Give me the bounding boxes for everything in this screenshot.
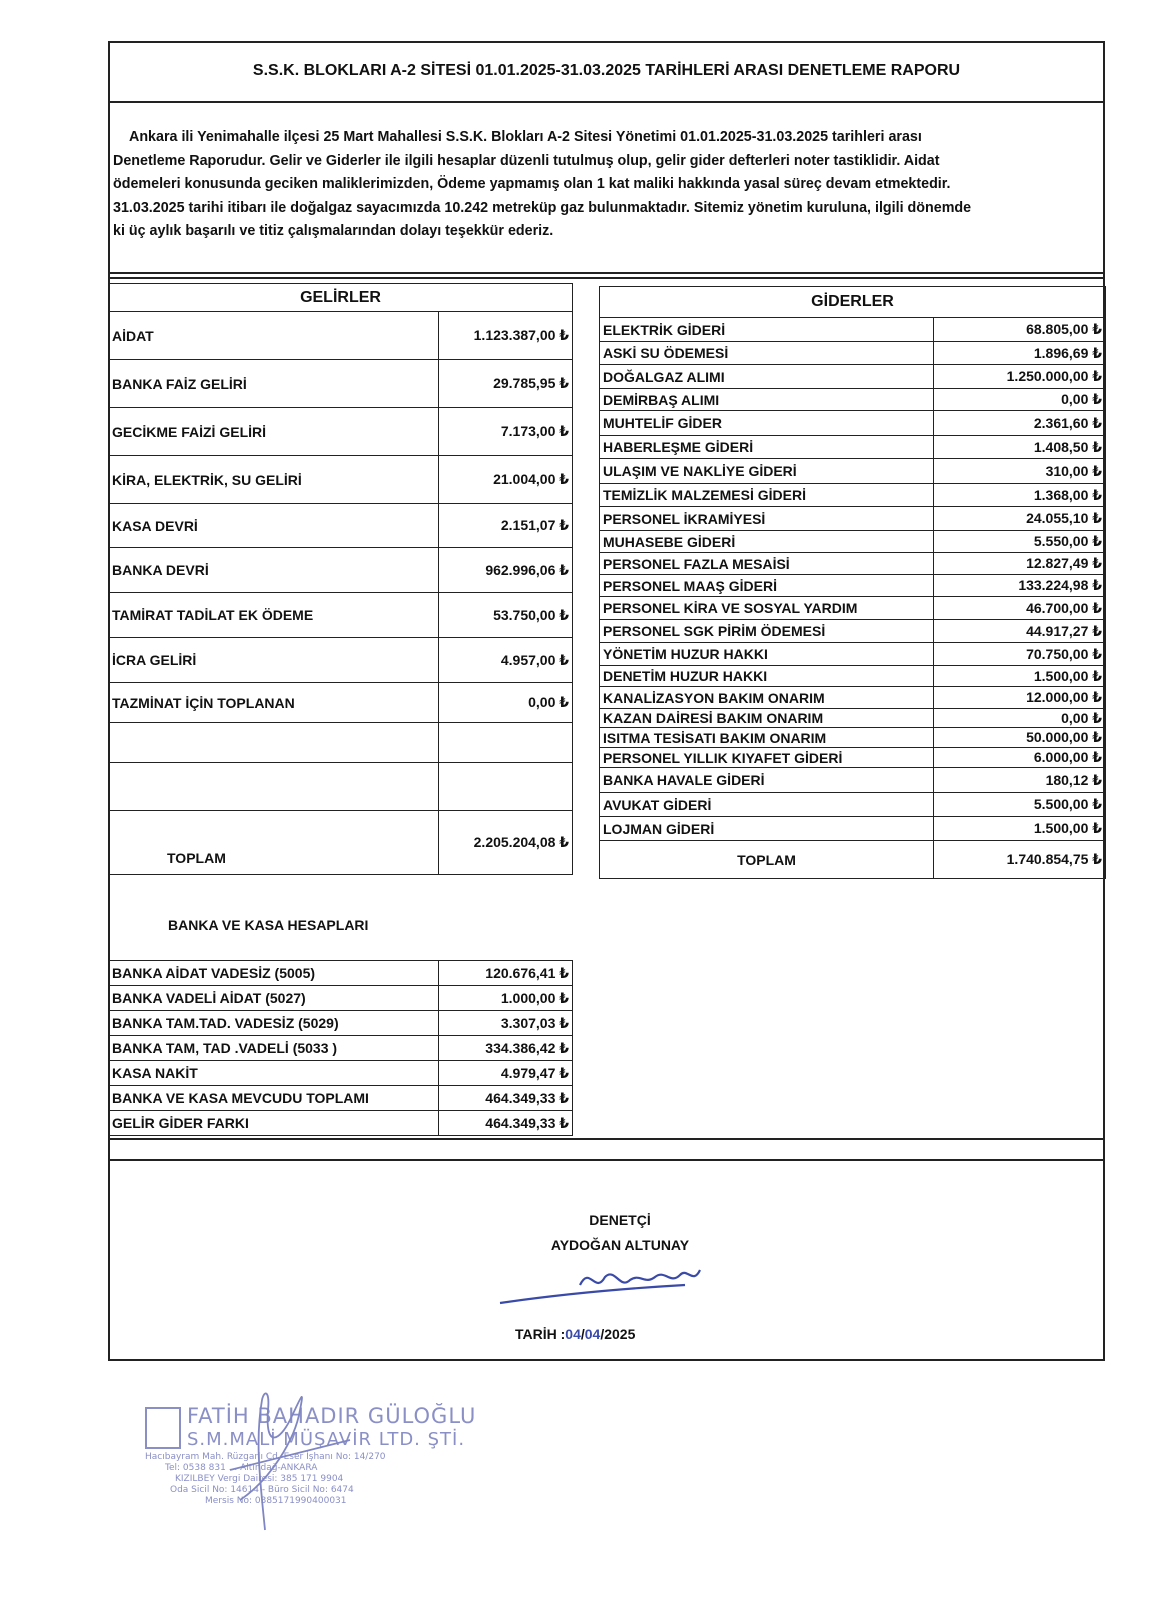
giderler-table — [599, 286, 1106, 879]
gider-row-value: 133.224,98 ₺ — [934, 575, 1106, 597]
gider-row-label: MUHASEBE GİDERİ — [600, 531, 934, 553]
gider-row-value: 46.700,00 ₺ — [934, 597, 1106, 620]
gider-row-value: 1.368,00 ₺ — [934, 484, 1106, 507]
gider-row — [600, 643, 1106, 666]
gider-row — [600, 575, 1106, 597]
gider-row-label: PERSONEL MAAŞ GİDERİ — [600, 575, 934, 597]
section-divider — [108, 277, 1105, 279]
gider-row — [600, 459, 1106, 484]
gelir-row-value: 4.957,00 ₺ — [439, 638, 573, 683]
gelir-row-label: TAMİRAT TADİLAT EK ÖDEME — [109, 593, 439, 638]
gider-row — [600, 436, 1106, 459]
banka-kasa-row-value: 464.349,33 ₺ — [439, 1086, 573, 1111]
section-divider — [108, 1159, 1105, 1161]
gider-row-label: ELEKTRİK GİDERİ — [600, 318, 934, 342]
gelir-row-value — [439, 763, 573, 811]
gelir-row-label: BANKA FAİZ GELİRİ — [109, 360, 439, 408]
banka-kasa-row-value: 464.349,33 ₺ — [439, 1111, 573, 1136]
gider-row-label: DENETİM HUZUR HAKKI — [600, 666, 934, 687]
gider-row-value: 1.250.000,00 ₺ — [934, 365, 1106, 389]
gider-row-value: 12.827,49 ₺ — [934, 553, 1106, 575]
gelir-row — [109, 312, 573, 360]
gider-row-label: ASKİ SU ÖDEMESİ — [600, 342, 934, 365]
gider-row-label: BANKA HAVALE GİDERİ — [600, 768, 934, 793]
gider-row-label: LOJMAN GİDERİ — [600, 817, 934, 841]
gider-row-value: 0,00 ₺ — [934, 709, 1106, 728]
gider-row-label: ISITMA TESİSATI BAKIM ONARIM — [600, 728, 934, 748]
gider-row-value: 68.805,00 ₺ — [934, 318, 1106, 342]
gelir-row — [109, 548, 573, 593]
banka-kasa-row — [109, 1011, 573, 1036]
banka-kasa-row-label: BANKA TAM, TAD .VADELİ (5033 ) — [109, 1036, 439, 1061]
banka-kasa-row — [109, 1111, 573, 1136]
gelir-row-label — [109, 723, 439, 763]
gelir-row-value — [439, 723, 573, 763]
gelir-row-label: İCRA GELİRİ — [109, 638, 439, 683]
gider-row — [600, 318, 1106, 342]
banka-kasa-row-label: BANKA TAM.TAD. VADESİZ (5029) — [109, 1011, 439, 1036]
gelir-total-value: 2.205.204,08 ₺ — [439, 811, 573, 875]
gelir-row-value: 962.996,06 ₺ — [439, 548, 573, 593]
gelirler-header: GELİRLER — [109, 284, 573, 312]
gelir-row — [109, 723, 573, 763]
gider-row-value: 12.000,00 ₺ — [934, 687, 1106, 709]
gider-row-value: 24.055,10 ₺ — [934, 507, 1106, 531]
banka-kasa-row-value: 4.979,47 ₺ — [439, 1061, 573, 1086]
gider-row — [600, 553, 1106, 575]
gelir-row-value: 29.785,95 ₺ — [439, 360, 573, 408]
gelir-total-label: TOPLAM — [109, 811, 439, 875]
banka-kasa-row-label: KASA NAKİT — [109, 1061, 439, 1086]
banka-kasa-row-label: BANKA AİDAT VADESİZ (5005) — [109, 961, 439, 986]
gider-row-value: 0,00 ₺ — [934, 389, 1106, 411]
gider-row — [600, 687, 1106, 709]
paragraph-line: ödemeleri konusunda geciken maliklerimizden, Ödeme yapmamış olan 1 kat maliki hakkında yasal süreç devam etmektedir. — [113, 176, 951, 192]
stamp-logo-icon — [145, 1407, 181, 1449]
gider-row-label: TEMİZLİK MALZEMESİ GİDERİ — [600, 484, 934, 507]
gider-row-label: PERSONEL SGK PİRİM ÖDEMESİ — [600, 620, 934, 643]
gider-row-label: KANALİZASYON BAKIM ONARIM — [600, 687, 934, 709]
gider-row — [600, 728, 1106, 748]
gelir-row — [109, 360, 573, 408]
gider-row — [600, 666, 1106, 687]
gider-row-value: 50.000,00 ₺ — [934, 728, 1106, 748]
gider-row-value: 180,12 ₺ — [934, 768, 1106, 793]
gelir-row-value: 21.004,00 ₺ — [439, 456, 573, 504]
gider-row — [600, 484, 1106, 507]
gider-row — [600, 768, 1106, 793]
gelir-total — [109, 811, 573, 875]
gelir-row — [109, 504, 573, 548]
gider-row-label: AVUKAT GİDERİ — [600, 793, 934, 817]
gelir-row-value: 2.151,07 ₺ — [439, 504, 573, 548]
gider-row-value: 70.750,00 ₺ — [934, 643, 1106, 666]
gelir-row — [109, 456, 573, 504]
gelir-row-value: 7.173,00 ₺ — [439, 408, 573, 456]
gider-row-value: 1.500,00 ₺ — [934, 666, 1106, 687]
paragraph-line: Denetleme Raporudur. Gelir ve Giderler ile ilgili hesaplar düzenli tutulmuş olup, gelir gider defterleri noter tastiklidir. Aidat — [113, 152, 940, 169]
giderler-header: GİDERLER — [600, 287, 1106, 318]
gelir-row-label: KASA DEVRİ — [109, 504, 439, 548]
banka-kasa-row-value: 334.386,42 ₺ — [439, 1036, 573, 1061]
gider-row — [600, 342, 1106, 365]
banka-kasa-row-value: 3.307,03 ₺ — [439, 1011, 573, 1036]
gider-total-label: TOPLAM — [600, 841, 934, 879]
gider-row-label: ULAŞIM VE NAKLİYE GİDERİ — [600, 459, 934, 484]
gider-row-value: 5.500,00 ₺ — [934, 793, 1106, 817]
gider-row — [600, 389, 1106, 411]
auditor-name: AYDOĞAN ALTUNAY — [550, 1237, 690, 1253]
gider-row-value: 5.550,00 ₺ — [934, 531, 1106, 553]
banka-kasa-table — [108, 960, 573, 1136]
gider-row-value: 1.896,69 ₺ — [934, 342, 1106, 365]
banka-kasa-row-label: GELİR GİDER FARKI — [109, 1111, 439, 1136]
gelir-row-label: KİRA, ELEKTRİK, SU GELİRİ — [109, 456, 439, 504]
gider-row-label: MUHTELİF GİDER — [600, 411, 934, 436]
paragraph-line: Ankara ili Yenimahalle ilçesi 25 Mart Mahallesi S.S.K. Blokları A-2 Sitesi Yönetimi 01.01.2025-31.03.2025 tarihleri arası — [129, 129, 922, 145]
gider-row-value: 310,00 ₺ — [934, 459, 1106, 484]
gider-row — [600, 531, 1106, 553]
gelir-row — [109, 763, 573, 811]
gelir-row-label — [109, 763, 439, 811]
gelir-row-value: 1.123.387,00 ₺ — [439, 312, 573, 360]
banka-kasa-row-value: 120.676,41 ₺ — [439, 961, 573, 986]
signature-scribble-icon — [495, 1255, 715, 1315]
gider-row — [600, 620, 1106, 643]
gider-row-value: 2.361,60 ₺ — [934, 411, 1106, 436]
stamp-signature-icon — [200, 1380, 360, 1540]
gider-row-label: PERSONEL İKRAMİYESİ — [600, 507, 934, 531]
gider-row-label: HABERLEŞME GİDERİ — [600, 436, 934, 459]
gider-row — [600, 793, 1106, 817]
gider-row — [600, 507, 1106, 531]
report-paragraph — [113, 126, 1098, 244]
banka-kasa-header: BANKA VE KASA HESAPLARI — [168, 917, 369, 933]
gelir-row-label: TAZMİNAT İÇİN TOPLANAN — [109, 683, 439, 723]
gelir-row — [109, 408, 573, 456]
gelir-row-value: 53.750,00 ₺ — [439, 593, 573, 638]
banka-kasa-row — [109, 1061, 573, 1086]
report-date: TARİH :04/04/2025 — [515, 1326, 636, 1342]
banka-kasa-row — [109, 986, 573, 1011]
gider-row-value: 1.408,50 ₺ — [934, 436, 1106, 459]
gider-total — [600, 841, 1106, 879]
banka-kasa-row-label: BANKA VADELİ AİDAT (5027) — [109, 986, 439, 1011]
gelir-row — [109, 683, 573, 723]
gelir-row-label: BANKA DEVRİ — [109, 548, 439, 593]
banka-kasa-row-label: BANKA VE KASA MEVCUDU TOPLAMI — [109, 1086, 439, 1111]
gider-row — [600, 748, 1106, 768]
gider-row-label: DOĞALGAZ ALIMI — [600, 365, 934, 389]
banka-kasa-row — [109, 1036, 573, 1061]
banka-kasa-row-value: 1.000,00 ₺ — [439, 986, 573, 1011]
gider-row — [600, 709, 1106, 728]
gider-row-label: KAZAN DAİRESİ BAKIM ONARIM — [600, 709, 934, 728]
gider-row — [600, 365, 1106, 389]
gider-row — [600, 411, 1106, 436]
gelirler-header-row — [109, 284, 573, 312]
gider-row — [600, 817, 1106, 841]
gider-row-label: PERSONEL FAZLA MESAİSİ — [600, 553, 934, 575]
gelir-row — [109, 638, 573, 683]
giderler-header-row — [600, 287, 1106, 318]
auditor-role: DENETÇİ — [589, 1212, 651, 1228]
banka-kasa-row — [109, 1086, 573, 1111]
gelir-row-label: GECİKME FAİZİ GELİRİ — [109, 408, 439, 456]
section-divider — [108, 1138, 1105, 1140]
gider-row-label: PERSONEL KİRA VE SOSYAL YARDIM — [600, 597, 934, 620]
gelir-row-label: AİDAT — [109, 312, 439, 360]
paragraph-line: ki üç aylık başarılı ve titiz çalışmalarından dolayı teşekkür ederiz. — [113, 223, 554, 239]
gelirler-table — [108, 283, 573, 875]
gider-row-value: 6.000,00 ₺ — [934, 748, 1106, 768]
banka-kasa-row — [109, 961, 573, 986]
gider-row-label: DEMİRBAŞ ALIMI — [600, 389, 934, 411]
gider-row — [600, 597, 1106, 620]
company-stamp: FATİH BAHADIR GÜLOĞLU S.M.MALİ MÜŞAVİR LTD. ŞTİ. Hacıbayram Mah. Rüzgarlı Cd. Eser İşhanı No: 14/270 Tel: 0538 831 ... Altındağ-ANKARA KIZILBEY Vergi Dairesi: 385 171 9904 Oda Sicil No: 14614 - Büro Sicil No: 6474 Mersis No: 0385171990400031 — [145, 1404, 477, 1506]
gider-row-label: YÖNETİM HUZUR HAKKI — [600, 643, 934, 666]
gelir-row — [109, 593, 573, 638]
gelir-row-value: 0,00 ₺ — [439, 683, 573, 723]
gider-total-value: 1.740.854,75 ₺ — [934, 841, 1106, 879]
gider-row-value: 44.917,27 ₺ — [934, 620, 1106, 643]
report-title: S.S.K. BLOKLARI A-2 SİTESİ 01.01.2025-31.03.2025 TARİHLERİ ARASI DENETLEME RAPORU — [108, 41, 1105, 103]
paragraph-line: 31.03.2025 tarihi itibarı ile doğalgaz sayacımızda 10.242 metreküp gaz bulunmaktadır. Sitemiz yönetim kuruluna, ilgili dönemde — [113, 199, 972, 216]
gider-row-value: 1.500,00 ₺ — [934, 817, 1106, 841]
section-divider — [108, 272, 1105, 274]
gider-row-label: PERSONEL YILLIK KIYAFET GİDERİ — [600, 748, 934, 768]
